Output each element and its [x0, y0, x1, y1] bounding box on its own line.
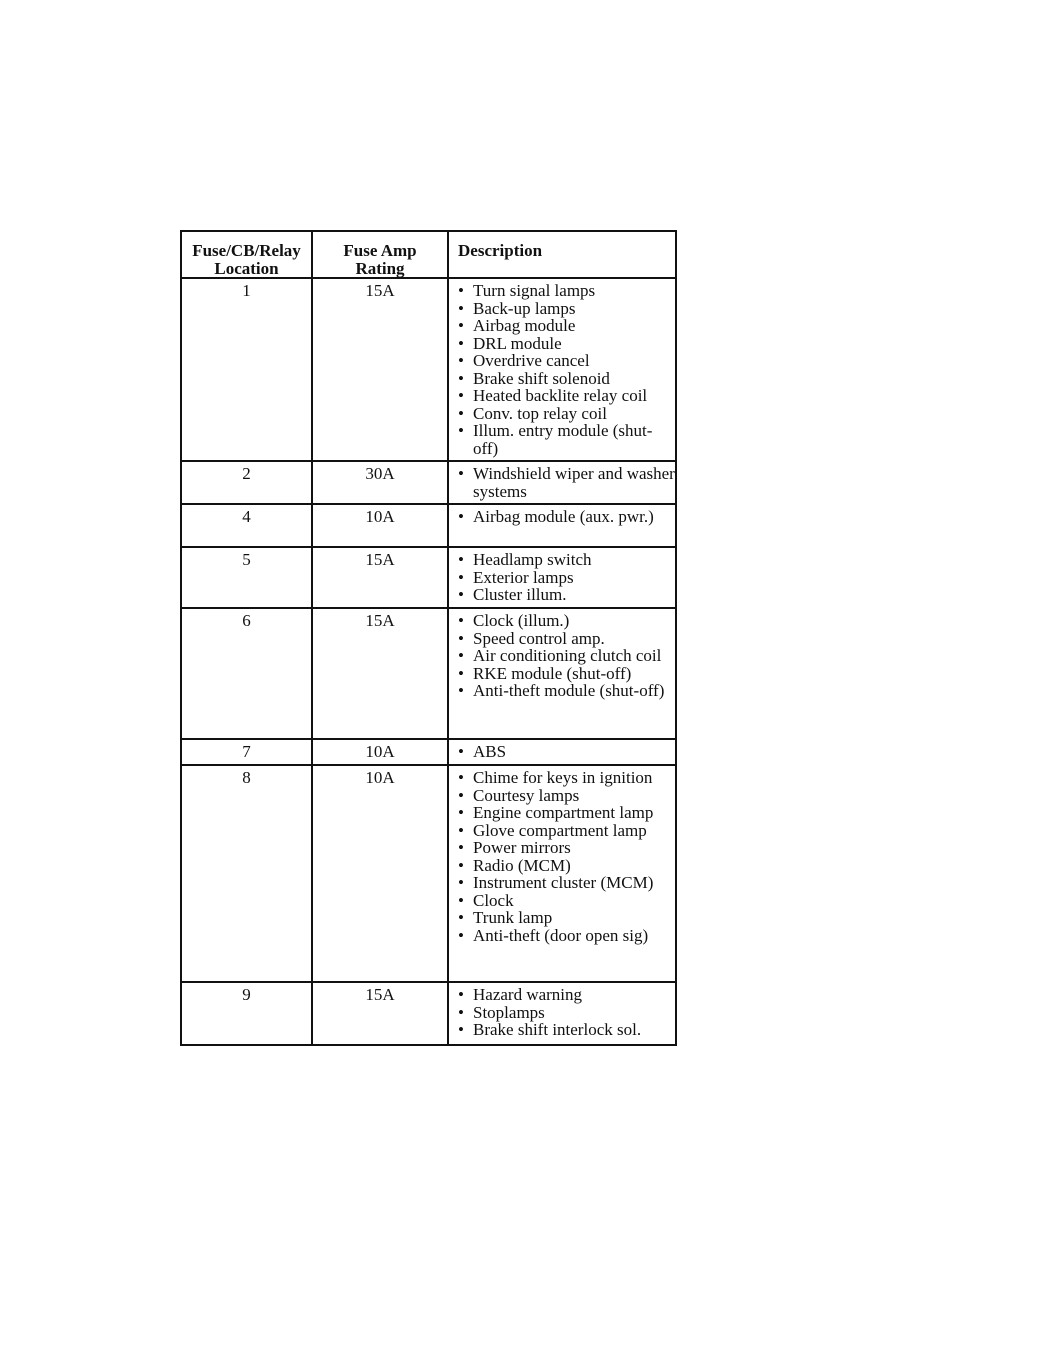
description-list — [457, 508, 675, 526]
list-item: • Exterior lamps — [457, 569, 675, 587]
list-item: • Glove compartment lamp — [457, 822, 675, 840]
table-body — [181, 278, 676, 1045]
cell-location: 9 — [181, 982, 312, 1045]
cell-description — [448, 504, 676, 547]
cell-description — [448, 608, 676, 739]
description-list — [457, 282, 675, 457]
description-list — [457, 743, 675, 761]
fuse-table — [180, 230, 677, 1046]
cell-description — [448, 982, 676, 1045]
cell-description — [448, 765, 676, 982]
list-item: • Speed control amp. — [457, 630, 675, 648]
description-list — [457, 465, 675, 500]
list-item: • Windshield wiper and washer systems — [457, 465, 675, 500]
table-row — [181, 461, 676, 504]
header-rating-line: Fuse Amp — [343, 241, 417, 260]
cell-location: 7 — [181, 739, 312, 765]
list-item: • Brake shift interlock sol. — [457, 1021, 675, 1039]
cell-location: 5 — [181, 547, 312, 608]
cell-description — [448, 739, 676, 765]
cell-location: 8 — [181, 765, 312, 982]
list-item: • Anti-theft module (shut-off) — [457, 682, 675, 700]
cell-description — [448, 461, 676, 504]
cell-rating: 15A — [312, 982, 448, 1045]
list-item: • Airbag module — [457, 317, 675, 335]
cell-location: 2 — [181, 461, 312, 504]
list-item: • RKE module (shut-off) — [457, 665, 675, 683]
list-item: • Engine compartment lamp — [457, 804, 675, 822]
list-item: • ABS — [457, 743, 675, 761]
list-item: • Back-up lamps — [457, 300, 675, 318]
cell-description — [448, 278, 676, 461]
cell-rating: 15A — [312, 608, 448, 739]
header-rating-line: Rating — [355, 258, 405, 278]
table-row — [181, 504, 676, 547]
table-row — [181, 765, 676, 982]
cell-rating: 30A — [312, 461, 448, 504]
list-item: • Anti-theft (door open sig) — [457, 927, 675, 945]
list-item: • Illum. entry module (shut-off) — [457, 422, 675, 457]
list-item: • Chime for keys in ignition — [457, 769, 675, 787]
list-item: • Turn signal lamps — [457, 282, 675, 300]
cell-rating: 15A — [312, 278, 448, 461]
description-list — [457, 986, 675, 1039]
cell-location: 1 — [181, 278, 312, 461]
table-row — [181, 278, 676, 461]
cell-rating: 15A — [312, 547, 448, 608]
list-item: • Hazard warning — [457, 986, 675, 1004]
table-row — [181, 608, 676, 739]
list-item: • Cluster illum. — [457, 586, 675, 604]
header-location-line: Fuse/CB/Relay — [192, 241, 301, 260]
cell-description — [448, 547, 676, 608]
list-item: • Stoplamps — [457, 1004, 675, 1022]
description-list — [457, 769, 675, 944]
header-description: Description — [448, 231, 676, 278]
table-header-row — [181, 231, 676, 278]
cell-rating: 10A — [312, 739, 448, 765]
list-item: • Courtesy lamps — [457, 787, 675, 805]
list-item: • Clock — [457, 892, 675, 910]
list-item: • Heated backlite relay coil — [457, 387, 675, 405]
list-item: • Power mirrors — [457, 839, 675, 857]
list-item: • Headlamp switch — [457, 551, 675, 569]
table-row — [181, 547, 676, 608]
list-item: • Brake shift solenoid — [457, 370, 675, 388]
list-item: • Air conditioning clutch coil — [457, 647, 675, 665]
list-item: • DRL module — [457, 335, 675, 353]
header-location-line: Location — [214, 258, 279, 278]
list-item: • Conv. top relay coil — [457, 405, 675, 423]
list-item: • Overdrive cancel — [457, 352, 675, 370]
cell-rating: 10A — [312, 504, 448, 547]
cell-location: 4 — [181, 504, 312, 547]
header-rating — [312, 231, 448, 278]
header-location — [181, 231, 312, 278]
cell-location: 6 — [181, 608, 312, 739]
cell-rating: 10A — [312, 765, 448, 982]
description-list — [457, 612, 675, 700]
table-row — [181, 982, 676, 1045]
list-item: • Clock (illum.) — [457, 612, 675, 630]
table-row — [181, 739, 676, 765]
list-item: • Instrument cluster (MCM) — [457, 874, 675, 892]
list-item: • Radio (MCM) — [457, 857, 675, 875]
list-item: • Trunk lamp — [457, 909, 675, 927]
description-list — [457, 551, 675, 604]
list-item: • Airbag module (aux. pwr.) — [457, 508, 675, 526]
